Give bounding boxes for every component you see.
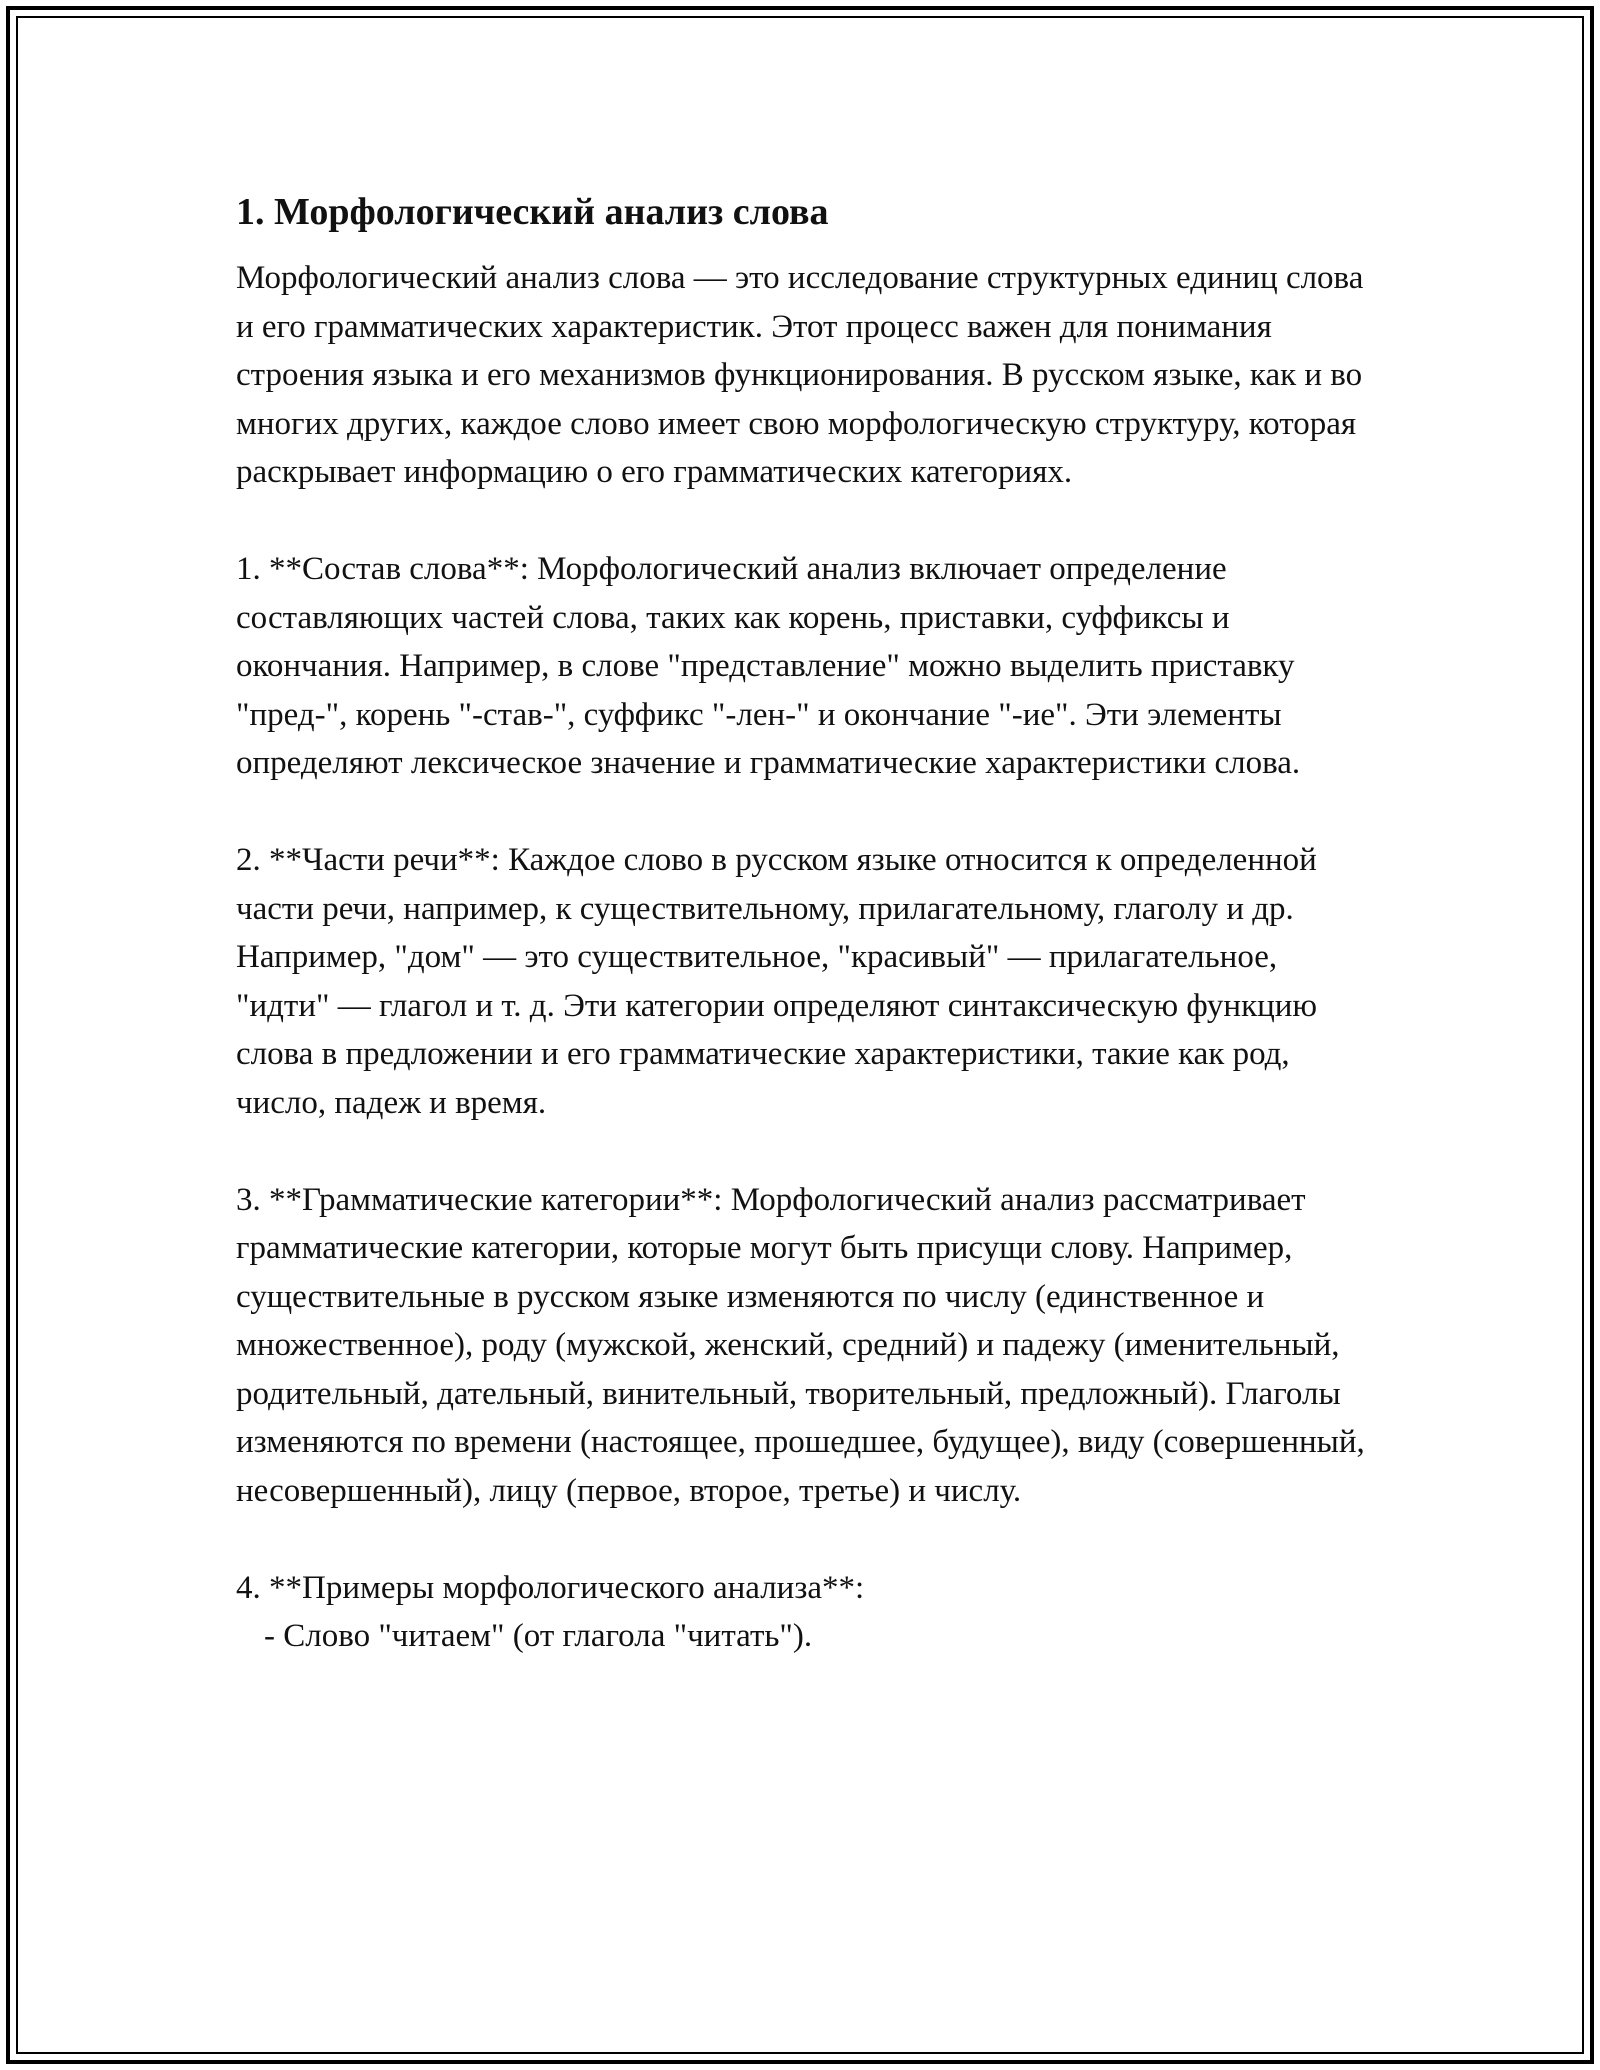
list-item-analysis-examples: 4. **Примеры морфологического анализа**: — [236, 1569, 865, 1606]
intro-paragraph: Морфологический анализ слова — это исследование структурных единиц слова и его грамматических характеристик. Этот процесс важен для понимания строения языка и его механизмов функционирования. В русском языке, как и во многих других, каждое слово имеет свою морфологическую структуру, которая раскрывает информацию о его грамматических категориях. — [236, 260, 1364, 490]
paragraph-spacer — [236, 1127, 1376, 1176]
list-subitem-example: - Слово "читаем" (от глагола "читать"). — [264, 1618, 813, 1654]
paragraph-spacer — [236, 788, 1376, 837]
list-item-parts-of-speech: 2. **Части речи**: Каждое слово в русском языке относится к определенной части речи, например, к существительному, прилагательному, глаголу и др. Например, "дом" — это существительное, "красивый" — прилагательное, "идти" — глагол и т. д. Эти категории определяют синтаксическую функцию слова в предложении и его грамматические характеристики, такие как род, число, падеж и время. — [236, 842, 1318, 1121]
paragraph-spacer — [236, 497, 1376, 546]
list-item-grammatical-categories: 3. **Грамматические категории**: Морфологический анализ рассматривает грамматические категории, которые могут быть присущи слову. Например, существительные в русском языке изменяются по числу (единственное и множественное), роду (мужской, женский, средний) и падежу (именительный, родительный, дательный, винительный, творительный, предложный). Глаголы изменяются по времени (настоящее, прошедшее, будущее), виду (совершенный, несовершенный), лицу (первое, второе, третье) и числу. — [236, 1181, 1365, 1509]
document-body — [236, 186, 1376, 1661]
document-title: 1. Морфологический анализ слова — [236, 191, 829, 233]
list-item-word-composition: 1. **Состав слова**: Морфологический анализ включает определение составляющих частей слова, таких как корень, приставки, суффиксы и окончания. Например, в слове "представление" можно выделить приставку "пред-", корень "-став-", суффикс "-лен-" и окончание "-ие". Эти элементы определяют лексическое значение и грамматические характеристики слова. — [236, 551, 1301, 781]
paragraph-spacer — [236, 1515, 1376, 1564]
